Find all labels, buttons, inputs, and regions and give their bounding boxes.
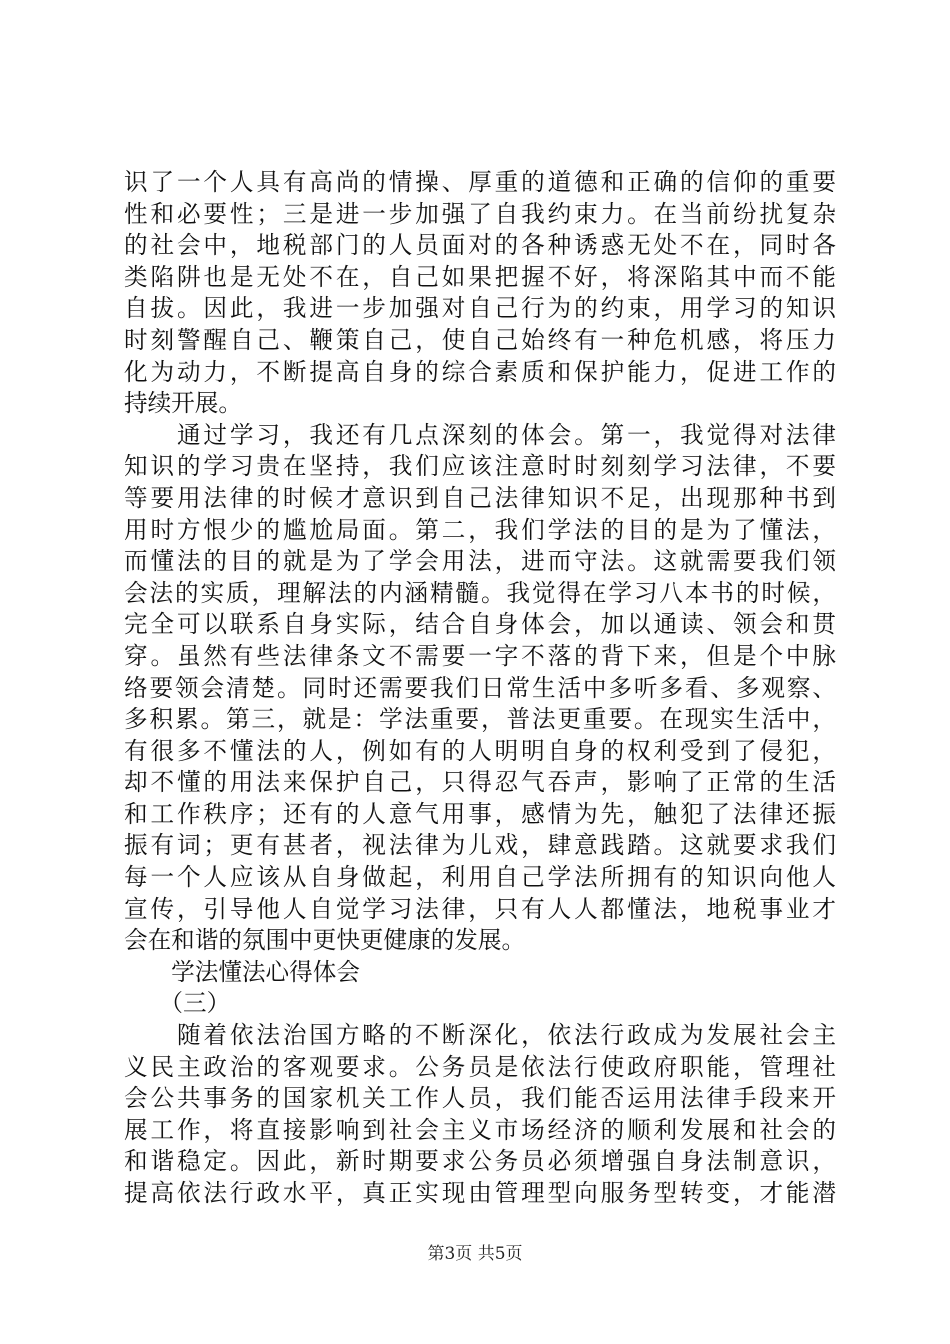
text-line: 和工作秩序；还有的人意气用事，感情为先，触犯了法律还振: [124, 799, 836, 828]
text-line: 自拔。因此，我进一步加强对自己行为的约束，用学习的知识: [124, 294, 836, 323]
text-line: 提高依法行政水平，真正实现由管理型向服务型转变，才能潜: [124, 1179, 836, 1207]
text-line: 化为动力，不断提高自身的综合素质和保护能力，促进工作的: [124, 357, 836, 386]
text-line: 展工作，将直接影响到社会主义市场经济的顺利发展和社会的: [124, 1115, 836, 1144]
text-line: 却不懂的用法来保护自己，只得忍气吞声，影响了正常的生活: [124, 768, 836, 797]
text-line: 等要用法律的时候才意识到自己法律知识不足，出现那种书到: [124, 483, 836, 512]
text-line: 通过学习，我还有几点深刻的体会。第一，我觉得对法律: [124, 420, 836, 449]
text-line: 振有词；更有甚者，视法律为儿戏，肆意践踏。这就要求我们: [124, 831, 836, 860]
section-title: 学法懂法心得体会: [124, 957, 360, 986]
text-line: 随着依法治国方略的不断深化，依法行政成为发展社会主: [124, 1021, 836, 1050]
text-line: 而懂法的目的就是为了学会用法，进而守法。这就需要我们领: [124, 547, 836, 576]
text-line: 宣传，引导他人自觉学习法律，只有人人都懂法，地税事业才: [124, 894, 836, 923]
text-line: 会在和谐的氛围中更快更健康的发展。: [124, 926, 526, 955]
text-line: 用时方恨少的尴尬局面。第二，我们学法的目的是为了懂法，: [124, 515, 836, 544]
text-line: 持续开展。: [124, 389, 242, 418]
paragraph: [124, 420, 836, 957]
text-line: 和谐稳定。因此，新时期要求公务员必须增强自身法制意识，: [124, 1147, 836, 1176]
paragraph: [124, 167, 836, 420]
text-line: 穿。虽然有些法律条文不需要一字不落的背下来，但是个中脉: [124, 641, 836, 670]
text-line: 完全可以联系自身实际，结合自身体会，加以通读、领会和贯: [124, 610, 836, 639]
text-line: 的社会中，地税部门的人员面对的各种诱惑无处不在，同时各: [124, 231, 836, 260]
text-line: 多积累。第三，就是：学法重要，普法更重要。在现实生活中，: [124, 705, 836, 734]
text-line: 时刻警醒自己、鞭策自己，使自己始终有一种危机感，将压力: [124, 325, 836, 354]
text-line: 义民主政治的客观要求。公务员是依法行使政府职能，管理社: [124, 1052, 836, 1081]
paragraph: [124, 1020, 836, 1210]
text-line: 会法的实质，理解法的内涵精髓。我觉得在学习八本书的时候，: [124, 578, 836, 607]
page-number-footer: 第3页 共5页: [427, 1244, 523, 1264]
text-line: 类陷阱也是无处不在，自己如果把握不好，将深陷其中而不能: [124, 262, 836, 291]
text-line: 络要领会清楚。同时还需要我们日常生活中多听多看、多观察、: [124, 673, 836, 702]
section-number: （三）: [124, 989, 231, 1018]
text-line: 知识的学习贵在坚持，我们应该注意时时刻刻学习法律，不要: [124, 452, 836, 481]
text-line: 会公共事务的国家机关工作人员，我们能否运用法律手段来开: [124, 1084, 836, 1113]
text-line: 每一个人应该从自身做起，利用自己学法所拥有的知识向他人: [124, 863, 836, 892]
text-line: 有很多不懂法的人，例如有的人明明自身的权利受到了侵犯，: [124, 736, 836, 765]
text-line: 识了一个人具有高尚的情操、厚重的道德和正确的信仰的重要: [124, 168, 836, 196]
text-line: 性和必要性；三是进一步加强了自我约束力。在当前纷扰复杂: [124, 199, 836, 228]
document-body: [124, 167, 836, 1210]
